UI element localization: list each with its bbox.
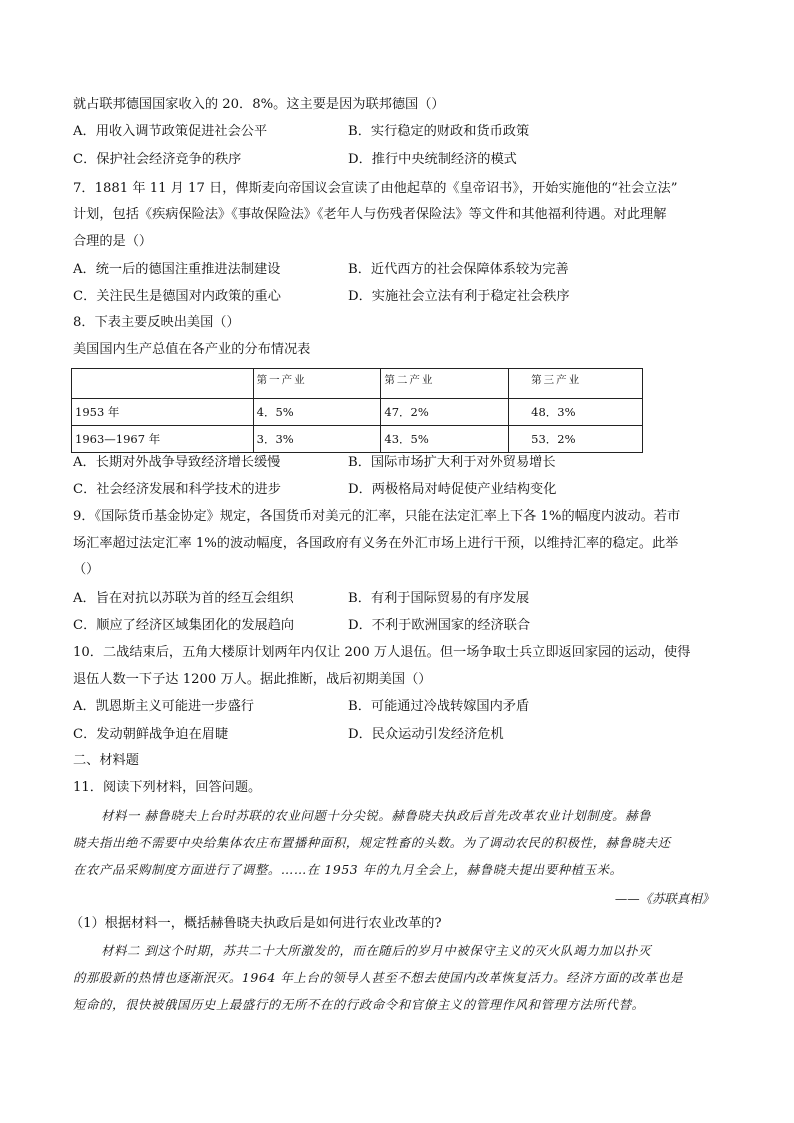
q7-option-a: A．统一后的德国注重推进法制建设 — [73, 262, 281, 277]
q7-option-c: C．关注民生是德国对内政策的重心 — [73, 289, 281, 304]
q10-option-d: D．民众运动引发经济危机 — [348, 727, 504, 742]
q7-stem-line2: 计划，包括《疾病保险法》《事故保险法》《老年人与伤残者保险法》等文件和其他福利待遇。对此理解 — [73, 207, 667, 222]
table-cell: 4．5% — [253, 399, 381, 426]
table-header-cell: 第一产业 — [253, 369, 381, 399]
table-cell: 48．3% — [509, 399, 643, 426]
q8-option-b: B．国际市场扩大利于对外贸易增长 — [348, 455, 556, 470]
q6-option-c: C．保护社会经济竞争的秩序 — [73, 152, 242, 167]
material1-line1: 材料一 赫鲁晓夫上台时苏联的农业问题十分尖锐。赫鲁晓夫执政后首先改革农业计划制度。赫鲁 — [101, 808, 652, 823]
table-header-cell — [72, 369, 254, 399]
table-cell: 43．5% — [381, 426, 509, 453]
q9-option-a: A．旨在对抗以苏联为首的经互会组织 — [73, 591, 294, 606]
material1-source: ——《苏联真相》 — [614, 891, 714, 906]
q7-option-d: D．实施社会立法有利于稳定社会秩序 — [348, 289, 570, 304]
q7-stem-line1: 7．1881 年 11 月 17 日，俾斯麦向帝国议会宣读了由他起草的《皇帝诏书》，开始实施他的“社会立法” — [73, 181, 678, 196]
q10-option-a: A．凯恩斯主义可能进一步盛行 — [73, 699, 254, 714]
table-cell: 3．3% — [253, 426, 381, 453]
material2-line1: 材料二 到这个时期，苏共二十大所激发的，而在随后的岁月中被保守主义的灭火队竭力加以扑灭 — [101, 943, 652, 958]
material2-line2: 的那股新的热情也逐渐泯灭。1964 年上台的领导人甚至不想去使国内改革恢复活力。经济方面的改革也是 — [73, 970, 684, 985]
section-heading: 二、材料题 — [73, 753, 139, 768]
table-cell: 47．2% — [381, 399, 509, 426]
material2-line3: 短命的，很快被俄国历史上最盛行的无所不在的行政命令和官僚主义的管理作风和管理方法所代替。 — [73, 997, 645, 1012]
q10-stem-line1: 10．二战结束后，五角大楼原计划两年内仅让 200 万人退伍。但一场争取士兵立即返回家园的运动，使得 — [73, 645, 691, 660]
material1-line3: 在农产品采购制度方面进行了调整。……在 1953 年的九月全会上，赫鲁晓夫提出要种植玉米。 — [73, 862, 623, 877]
q9-stem-line1: 9．《国际货币基金协定》规定，各国货币对美元的汇率，只能在法定汇率上下各 1%的幅度内波动。若市 — [73, 509, 681, 524]
q9-stem-line3: （） — [73, 562, 100, 577]
q6-option-a: A．用收入调节政策促进社会公平 — [73, 124, 268, 139]
q6-option-b: B．实行稳定的财政和货币政策 — [348, 124, 530, 139]
q8-option-c: C．社会经济发展和科学技术的进步 — [73, 482, 281, 497]
q6-option-d: D．推行中央统制经济的模式 — [348, 152, 517, 167]
gdp-distribution-table — [71, 368, 643, 453]
table-row — [72, 399, 643, 426]
subquestion-1: （1）根据材料一，概括赫鲁晓夫执政后是如何进行农业改革的? — [70, 916, 442, 931]
q10-option-c: C．发动朝鲜战争迫在眉睫 — [73, 727, 229, 742]
q7-stem-line3: 合理的是（） — [73, 234, 153, 249]
table-cell: 1953 年 — [72, 399, 254, 426]
material1-line2: 晓夫指出绝不需要中央给集体农庄布置播种面积，规定牲畜的头数。为了调动农民的积极性，赫鲁晓夫还 — [73, 835, 671, 850]
table-cell: 53．2% — [509, 426, 643, 453]
q8-option-a: A．长期对外战争导致经济增长缓慢 — [73, 455, 281, 470]
intro-line: 就占联邦德国国家收入的 20．8%。这主要是因为联邦德国（） — [73, 97, 445, 112]
table-header-cell: 第二产业 — [381, 369, 509, 399]
q10-option-b: B．可能通过冷战转嫁国内矛盾 — [348, 699, 530, 714]
table-cell: 1963—1967 年 — [72, 426, 254, 453]
q9-option-d: D．不利于欧洲国家的经济联合 — [348, 618, 531, 633]
q8-stem: 8．下表主要反映出美国（） — [73, 315, 240, 330]
q9-stem-line2: 场汇率超过法定汇率 1%的波动幅度，各国政府有义务在外汇市场上进行干预，以维持汇率的稳定。此举 — [73, 536, 679, 551]
q8-option-d: D．两极格局对峙促使产业结构变化 — [348, 482, 557, 497]
q11-stem: 11．阅读下列材料，回答问题。 — [73, 780, 262, 795]
q9-option-c: C．顺应了经济区域集团化的发展趋向 — [73, 618, 295, 633]
q8-table-title: 美国国内生产总值在各产业的分布情况表 — [73, 342, 311, 357]
q10-stem-line2: 退伍人数一下子达 1200 万人。据此推断，战后初期美国（） — [73, 672, 432, 687]
table-header-row — [72, 369, 643, 399]
q7-option-b: B．近代西方的社会保障体系较为完善 — [348, 262, 569, 277]
table-header-cell: 第三产业 — [509, 369, 643, 399]
q9-option-b: B．有利于国际贸易的有序发展 — [348, 591, 530, 606]
table-row — [72, 426, 643, 453]
